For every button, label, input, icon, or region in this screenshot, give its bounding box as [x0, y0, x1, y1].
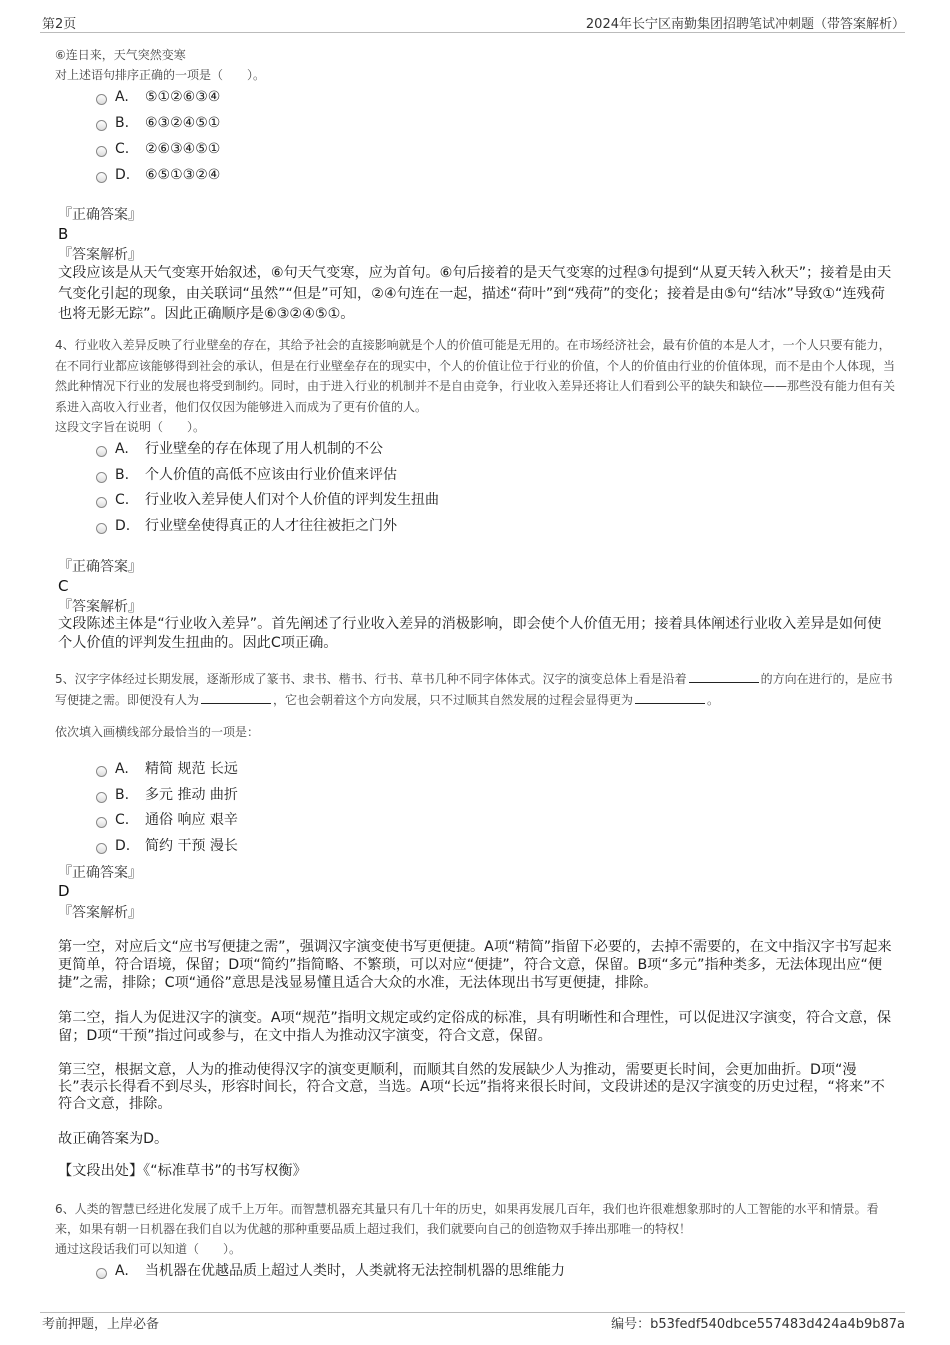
option-text: ②⑥③④⑤①: [145, 141, 221, 157]
stem-text: ，它也会朝着这个方向发展，只不过顺其自然发展的过程会显得更为: [273, 692, 634, 707]
option-letter: C.: [115, 141, 130, 157]
q3-analysis-label: 『答案解析』: [58, 247, 142, 263]
radio-icon[interactable]: [96, 497, 107, 508]
q5-analysis-para-3: 第三空，根据文意，人为的推动使得汉字的演变更顺利，而顺其自然的发展缺少人为推动，需要更长时间，会更加曲折。D项“漫长”表示长得看不到尽头，形容时间长，符合文意，当选。A项“长远”指将来很长时间，文段讲述的是汉字演变的历史过程，“将来”不符合文意，排除。: [58, 1062, 885, 1112]
option-text: 通俗 响应 艰辛: [145, 812, 238, 828]
q5-option-d[interactable]: [96, 836, 238, 856]
q4-analysis-label: 『答案解析』: [58, 599, 142, 615]
q5-analysis-para-1: 第一空，对应后文“应书写便捷之需”，强调汉字演变使书写更便捷。A项“精简”指留下必要的，去掉不需要的，在文中指汉字书写起来更简单，符合语境，保留；D项“简约”指简略、不繁琐，可以对应“便捷”，符合文意，保留。B项“多元”指种类多，无法体现出应“便捷”之需，排除；C项“通俗”意思是浅显易懂且适合大众的水准，无法体现出书写更便捷，排除。: [58, 939, 892, 991]
option-letter: D.: [115, 167, 131, 183]
q4-answer: C: [58, 577, 69, 595]
radio-icon[interactable]: [96, 1268, 107, 1279]
radio-icon[interactable]: [96, 146, 107, 157]
q5-analysis-conclusion: 故正确答案为D。: [58, 1131, 169, 1147]
code-value: b53fedf540dbce557483d424a4b9b87a: [650, 1317, 905, 1332]
q5-source: 【文段出处】《“标准草书”的书写权衡》: [58, 1163, 307, 1179]
question-3-tail: ⑥连日来，天气突然变寒: [55, 48, 186, 62]
option-text: ⑥⑤①③②④: [145, 167, 221, 183]
q4-option-c[interactable]: [96, 490, 439, 510]
q5-option-c[interactable]: [96, 810, 238, 830]
q4-option-a[interactable]: [96, 439, 383, 459]
question-5-prompt: 依次填入画横线部分最恰当的一项是：: [55, 725, 260, 739]
q3-analysis: 文段应该是从天气变寒开始叙述，⑥句天气变寒，应为首句。⑥句后接着的是天气变寒的过程③句提到“从夏天转入秋天”；接着是由天气变化引起的现象，由关联词“虽然”“但是”可知，②④句连在一起，描述“荷叶”到“残荷”的变化；接着是由⑤句“结冰”导致①“连残荷也将无影无踪”。因此正确顺序是⑥③②④⑤①。: [58, 265, 892, 322]
document-code: [611, 1313, 905, 1332]
option-text: ⑤①②⑥③④: [145, 89, 221, 105]
radio-icon[interactable]: [96, 843, 107, 854]
radio-icon[interactable]: [96, 172, 107, 183]
document-title: 2024年长宁区南勤集团招聘笔试冲刺题（带答案解析）: [585, 17, 905, 32]
option-letter: D.: [115, 518, 131, 534]
q5-answer: D: [58, 882, 70, 900]
option-letter: A.: [115, 89, 129, 105]
option-letter: B.: [115, 115, 130, 131]
radio-icon[interactable]: [96, 792, 107, 803]
question-5-stem: [55, 669, 897, 710]
radio-icon[interactable]: [96, 120, 107, 131]
radio-icon[interactable]: [96, 817, 107, 828]
header-divider: [40, 32, 905, 33]
radio-icon[interactable]: [96, 472, 107, 483]
q3-option-d[interactable]: [96, 165, 220, 185]
option-letter: C.: [115, 812, 130, 828]
q5-answer-label: 『正确答案』: [58, 865, 142, 881]
q5-analysis-para-2: 第二空，指人为促进汉字的演变。A项“规范”指明文规定或约定俗成的标准，具有明晰性和合理性，可以促进汉字演变，符合文意，保留；D项“干预”指过问或参与，在文中指人为推动汉字演变，符合文意，保留。: [58, 1010, 892, 1044]
option-text: 简约 干预 漫长: [145, 838, 238, 854]
question-6-prompt: 通过这段话我们可以知道（ ）。: [55, 1242, 242, 1256]
question-4-prompt: 这段文字旨在说明（ ）。: [55, 420, 206, 434]
option-text: 精简 规范 长远: [145, 761, 238, 777]
q5-analysis-label: 『答案解析』: [58, 905, 142, 921]
q3-option-c[interactable]: [96, 139, 220, 159]
blank-2: [201, 703, 271, 704]
stem-text: 的方向在进行的，是应书写便捷之需。即便没有人为: [55, 672, 893, 707]
option-text: 个人价值的高低不应该由行业价值来评估: [145, 467, 397, 483]
q3-answer-label: 『正确答案』: [58, 207, 142, 223]
option-letter: D.: [115, 838, 131, 854]
q4-option-b[interactable]: [96, 465, 397, 485]
q4-analysis: 文段陈述主体是“行业收入差异”。首先阐述了行业收入差异的消极影响，即会使个人价值无用；接着具体阐述行业收入差异是如何使个人价值的评判发生扭曲的。因此C项正确。: [58, 616, 882, 651]
option-letter: A.: [115, 761, 129, 777]
radio-icon[interactable]: [96, 523, 107, 534]
option-letter: C.: [115, 492, 130, 508]
option-text: ⑥③②④⑤①: [145, 115, 221, 131]
q6-option-a[interactable]: [96, 1261, 565, 1281]
option-text: 行业壁垒使得真正的人才往往被拒之门外: [145, 518, 397, 534]
question-4-stem: 4、行业收入差异反映了行业壁垒的存在，其给予社会的直接影响就是个人的价值可能是无用的。在市场经济社会，最有价值的本是人才，一个人只要有能力，在不同行业都应该能够得到社会的承认，但是在行业壁垒存在的现实中，个人的价值让位于行业的价值，个人的价值由行业的价值体现，而不是由个人体现，当然此种情况下行业的发展也将受到制约。同时，由于进入行业的机制并不是自由竞争，行业收入差异还将让人们看到公平的缺失和缺位——那些没有能力但有关系进入高收入行业者，他们仅仅因为能够进入而成为了更有价值的人。: [55, 338, 896, 414]
code-label: 编号：: [611, 1317, 651, 1332]
question-6-stem: 6、人类的智慧已经进化发展了成千上万年。而智慧机器充其量只有几十年的历史，如果再发展几百年，我们也许很难想象那时的人工智能的水平和情景。看来，如果有朝一日机器在我们自以为优越的那种重要品质上超过我们，我们就要向自己的创造物双手捧出那唯一的特权！: [55, 1202, 879, 1236]
option-letter: B.: [115, 467, 130, 483]
q3-option-b[interactable]: [96, 113, 220, 133]
q3-answer: B: [58, 225, 69, 243]
q5-option-b[interactable]: [96, 785, 238, 805]
option-text: 行业壁垒的存在体现了用人机制的不公: [145, 441, 383, 457]
question-3-prompt: 对上述语句排序正确的一项是（ ）。: [55, 68, 266, 82]
stem-text: 5、汉字字体经过长期发展，逐渐形成了篆书、隶书、楷书、行书、草书几种不同字体体式。汉字的演变总体上看是沿着: [55, 672, 687, 686]
option-letter: A.: [115, 441, 129, 457]
stem-text: 。: [707, 692, 720, 707]
option-text: 当机器在优越品质上超过人类时，人类就将无法控制机器的思维能力: [145, 1263, 565, 1279]
q3-option-a[interactable]: [96, 87, 220, 107]
radio-icon[interactable]: [96, 766, 107, 777]
blank-1: [689, 682, 759, 683]
q5-option-a[interactable]: [96, 759, 238, 779]
blank-3: [635, 703, 705, 704]
q4-answer-label: 『正确答案』: [58, 559, 142, 575]
footer-slogan: 考前押题，上岸必备: [42, 1317, 160, 1332]
option-letter: A.: [115, 1263, 129, 1279]
page-number: 第2页: [42, 17, 77, 32]
radio-icon[interactable]: [96, 94, 107, 105]
q4-option-d[interactable]: [96, 516, 397, 536]
option-letter: B.: [115, 787, 130, 803]
option-text: 行业收入差异使人们对个人价值的评判发生扭曲: [145, 492, 439, 508]
option-text: 多元 推动 曲折: [145, 787, 238, 803]
radio-icon[interactable]: [96, 446, 107, 457]
